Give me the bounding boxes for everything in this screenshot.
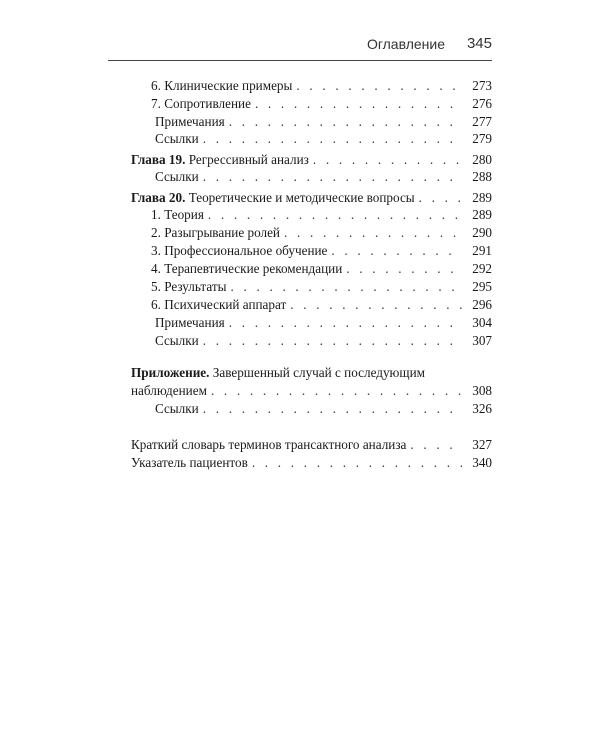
toc-entry: 4. Терапевтические рекомендации . . . 292 xyxy=(151,260,492,278)
dot-leader xyxy=(211,382,462,400)
toc-entry: 6. Клинические примеры . . . 273 xyxy=(151,77,492,95)
dot-leader xyxy=(284,224,462,242)
dot-leader xyxy=(296,77,462,95)
toc-entry: Ссылки . . . 307 xyxy=(155,332,492,350)
header-page-number: 345 xyxy=(466,35,492,52)
toc-entry: 6. Психический аппарат . . . 296 xyxy=(151,296,492,314)
dot-leader xyxy=(331,242,462,260)
dot-leader xyxy=(346,260,462,278)
toc-entry: наблюдением . . . 308 xyxy=(131,382,492,400)
dot-leader xyxy=(252,454,462,472)
toc-entry: Ссылки . . . 326 xyxy=(155,400,492,418)
chapter-number: Глава 19. xyxy=(131,152,186,167)
dot-leader xyxy=(229,314,462,332)
dot-leader xyxy=(419,189,462,207)
toc-entry: 2. Разыгрывание ролей . . . 290 xyxy=(151,224,492,242)
dot-leader xyxy=(410,436,462,454)
toc-entry: Ссылки . . . 288 xyxy=(155,168,492,186)
dot-leader xyxy=(229,113,462,131)
dot-leader xyxy=(255,95,462,113)
dot-leader xyxy=(208,206,462,224)
toc-entry: 5. Результаты . . . 295 xyxy=(151,278,492,296)
chapter-number: Глава 20. xyxy=(131,190,186,205)
appendix-label: Приложение. xyxy=(131,365,210,380)
toc-entry: 1. Теория . . . 289 xyxy=(151,206,492,224)
dot-leader xyxy=(203,400,462,418)
dot-leader xyxy=(230,278,462,296)
toc-entry: 7. Сопротивление . . . 276 xyxy=(151,95,492,113)
toc-chapter-entry: Глава 19. Регрессивный анализ . . . 280 xyxy=(131,151,492,169)
dot-leader xyxy=(203,168,462,186)
toc-entry: Указатель пациентов . . . 340 xyxy=(131,454,492,472)
header-title: Оглавление xyxy=(366,36,445,52)
dot-leader xyxy=(203,130,462,148)
toc-chapter-entry: Глава 20. Теоретические и методические вопросы . . . 289 xyxy=(131,189,492,207)
toc-entry: Примечания . . . 277 xyxy=(155,113,492,131)
toc-appendix-title: Приложение. Завершенный случай с последующим xyxy=(131,365,425,380)
toc-entry: Примечания . . . 304 xyxy=(155,314,492,332)
dot-leader xyxy=(290,296,462,314)
dot-leader xyxy=(313,151,462,169)
toc-entry: Ссылки . . . 279 xyxy=(155,130,492,148)
toc-entry: 3. Профессиональное обучение . . . 291 xyxy=(151,242,492,260)
dot-leader xyxy=(203,332,462,350)
toc-entry: Краткий словарь терминов трансактного анализа . . . 327 xyxy=(131,436,492,454)
